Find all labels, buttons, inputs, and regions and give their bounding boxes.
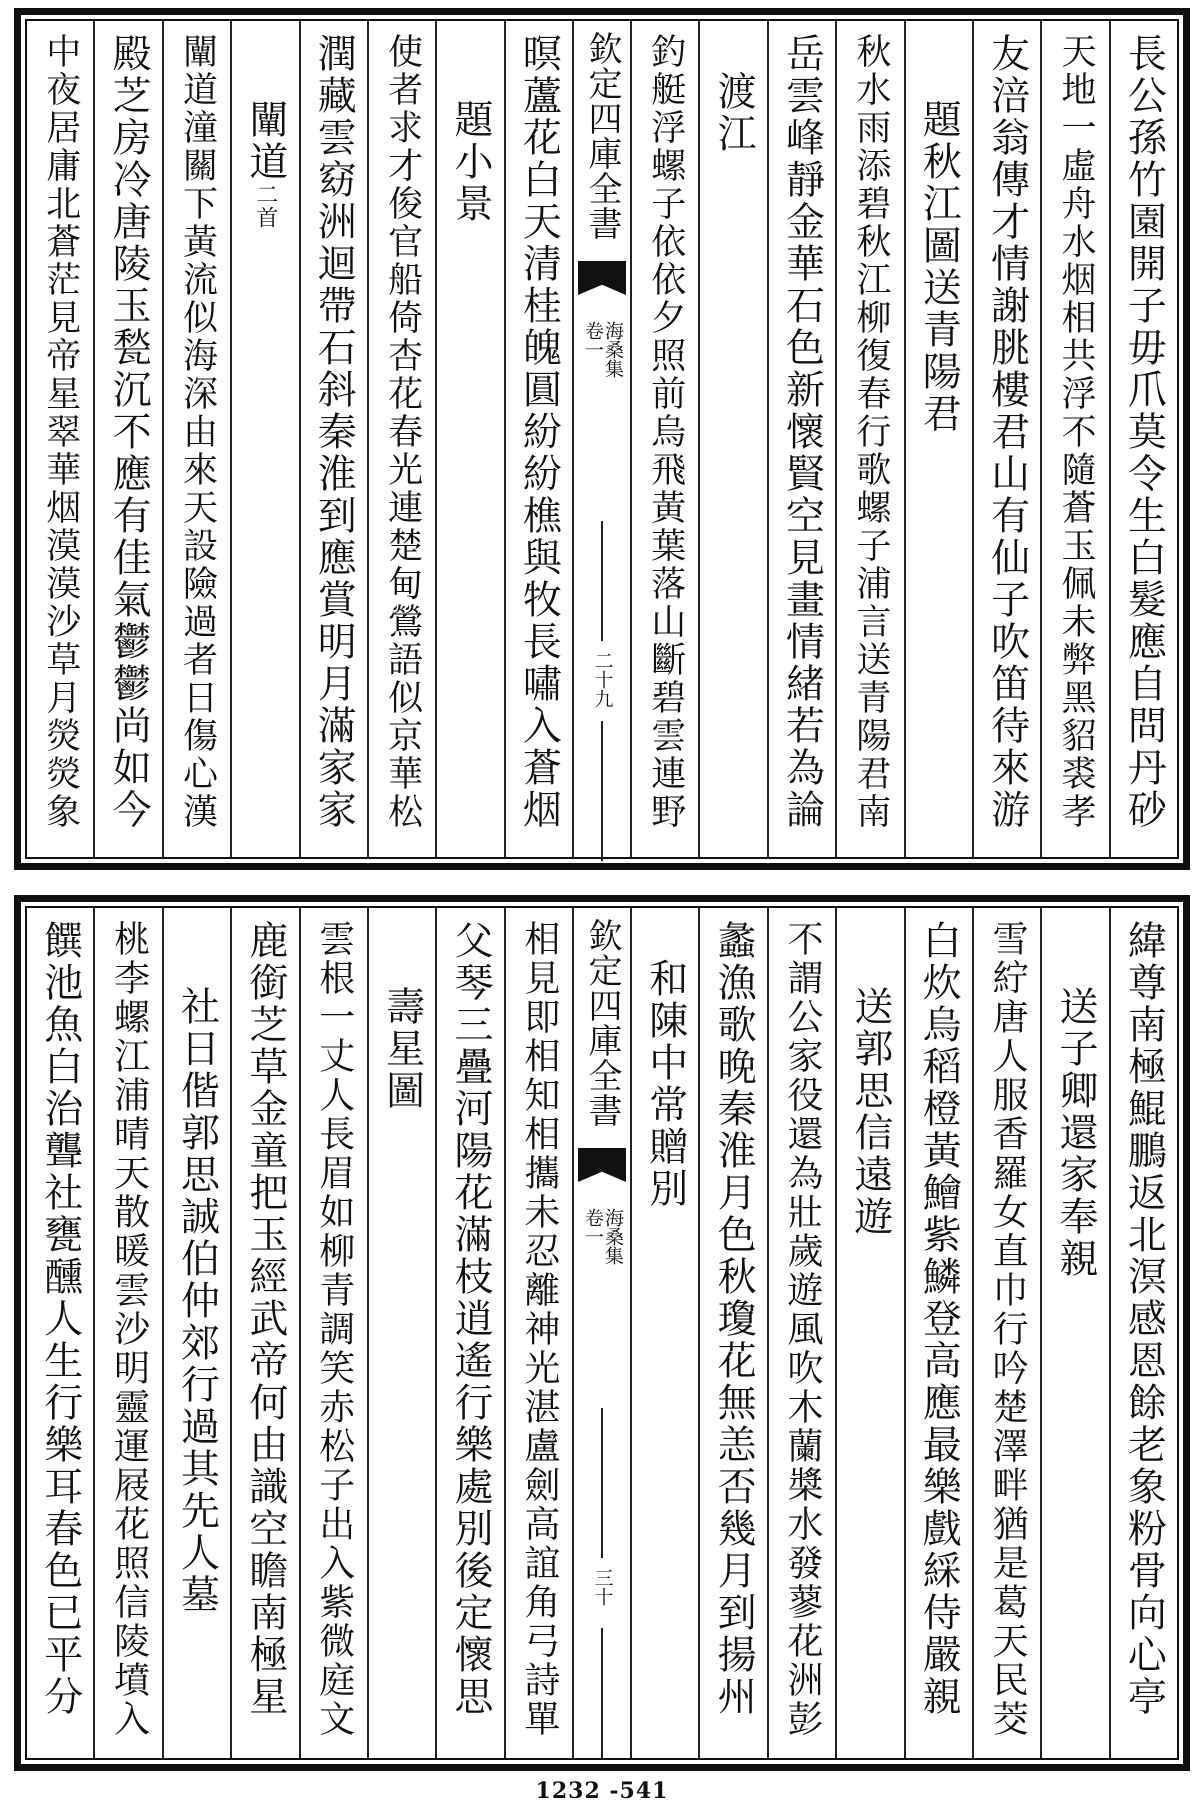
top-page-columns: [27, 21, 1177, 857]
column-text: 饌池魚白治聾社甕醺人生行樂耳春色已平分: [37, 920, 83, 1718]
collection-name: 海桑集: [601, 321, 624, 378]
book-title: 欽定四庫全書: [582, 31, 622, 241]
poem-title: 題秋江圖送青陽君: [916, 99, 962, 435]
column-text: 不謂公家役還為壯歲遊風吹木蘭槳水發蓼花洲彭: [781, 920, 823, 1739]
collection-label: [582, 1208, 622, 1265]
poem-title: 題小景: [447, 99, 493, 225]
column-text: 蠡漁歌晚秦淮月色秋瓊花無恙否幾月到揚州: [711, 920, 757, 1718]
poem-title-column: [835, 908, 903, 1758]
text-column: [93, 21, 161, 857]
poem-title-column: [230, 21, 298, 857]
top-page: [14, 8, 1190, 870]
fish-tail-mark: [578, 1148, 626, 1182]
poem-title: 和陳中常贈別: [642, 958, 688, 1210]
fold-rule: [601, 521, 603, 641]
text-column: [1109, 908, 1177, 1758]
text-column: [767, 21, 835, 857]
poem-title-column: [630, 908, 698, 1758]
text-column: [504, 908, 572, 1758]
poem-title-column: [162, 908, 230, 1758]
column-text: 緯尊南極鯤鵬返北溟感恩餘老象粉骨向心亭: [1121, 920, 1167, 1718]
fold-rule: [601, 1408, 603, 1558]
poem-title: 社日偕郭思誠伯仲郊行過其先人墓: [174, 986, 220, 1616]
bottom-page: [14, 895, 1190, 1771]
column-text: 使者求才俊官船倚杏花春光連楚甸鶯語似京華松: [382, 33, 423, 831]
text-column: [27, 908, 93, 1758]
text-column: [630, 21, 698, 857]
text-column: [1109, 21, 1177, 857]
text-column: [367, 21, 435, 857]
column-text: 釣艇浮螺子依依夕照前烏飛黃葉落山斷碧雲連野: [645, 33, 686, 831]
collection-label: [582, 321, 622, 378]
text-column: [162, 21, 230, 857]
poem-title-column: [1040, 908, 1108, 1758]
text-column: [299, 908, 367, 1758]
text-column: [904, 908, 972, 1758]
poem-title-text: 闡道: [242, 99, 288, 183]
column-text: 友涪翁傳才情謝朓樓君山有仙子吹笛待來游: [984, 33, 1030, 831]
poem-title: 渡江: [711, 71, 757, 155]
column-text: 闡道潼關下黃流似海深由來天設險過者日傷心漢: [177, 33, 218, 831]
column-text: 雲根一丈人長眉如柳青調笑赤松子出入紫微庭文: [313, 920, 355, 1739]
column-text: 雪紵唐人服香羅女直巾行吟楚澤畔猶是葛天民茭: [987, 920, 1029, 1739]
text-column: [299, 21, 367, 857]
text-column: [972, 908, 1040, 1758]
poem-title: [242, 99, 288, 229]
bottom-page-columns: [27, 908, 1177, 1758]
footer-page-code: 1232 -541: [535, 1778, 669, 1804]
volume-label: 卷一: [582, 1208, 604, 1246]
text-column: [435, 908, 503, 1758]
text-column: [230, 908, 298, 1758]
poem-title-note: 二首: [252, 183, 278, 229]
book-title: 欽定四庫全書: [582, 918, 622, 1128]
text-column: [93, 908, 161, 1758]
text-column: [27, 21, 93, 857]
column-text: 白炊烏稻橙黃鱠紫鱗登高應最樂戲綵侍嚴親: [916, 920, 962, 1718]
column-text: 潤藏雲窈洲迴帶石斜秦淮到應賞明月滿家家: [311, 33, 357, 831]
fold-rule: [601, 721, 603, 861]
column-text: 暝蘆花白天清桂魄圓紛紛樵與牧長嘯入蒼烟: [516, 33, 562, 831]
column-text: 桃李螺江浦晴天散暖雲沙明靈運屐花照信陵墳入: [108, 920, 150, 1739]
poem-title: 送子卿還家奉親: [1052, 986, 1098, 1280]
column-text: 相見即相知相攜未忍離神光湛盧劍高誼角弓詩單: [518, 920, 560, 1739]
text-column: [835, 21, 903, 857]
center-fold: [572, 21, 630, 857]
poem-title: 壽星圖: [379, 986, 425, 1112]
text-column: [767, 908, 835, 1758]
volume-label: 卷一: [582, 321, 604, 359]
column-text: 鹿銜芝草金童把玉經武帝何由識空瞻南極星: [242, 920, 288, 1718]
collection-name: 海桑集: [601, 1208, 624, 1265]
poem-title-column: [698, 21, 766, 857]
poem-title: 送郭思信遠遊: [847, 986, 893, 1238]
column-text: 天地一虛舟水烟相共浮不隨蒼玉佩未弊黑貂裘孝: [1055, 33, 1096, 831]
poem-title-column: [367, 908, 435, 1758]
text-column: [698, 908, 766, 1758]
page-number: 二十九: [591, 651, 614, 708]
column-text: 岳雲峰靜金華石色新懷賢空見畫情緒若為論: [779, 33, 825, 831]
poem-title-column: [904, 21, 972, 857]
text-column: [972, 21, 1040, 857]
text-column: [504, 21, 572, 857]
column-text: 父琴三疊河陽花滿枝逍遙行樂處別後定懷思: [447, 920, 493, 1718]
center-fold: [572, 908, 630, 1758]
column-text: 長公孫竹園開子毋爪莫令生白髮應自問丹砂: [1121, 33, 1167, 831]
fold-rule: [601, 1628, 603, 1758]
column-text: 殿芝房冷唐陵玉甃沉不應有佳氣鬱鬱尚如今: [106, 33, 152, 831]
fish-tail-mark: [578, 261, 626, 295]
column-text: 中夜居庸北蒼茫見帝星翠華烟漠漠沙草月熒熒象: [40, 33, 81, 831]
column-text: 秋水雨添碧秋江柳復春行歌螺子浦言送青陽君南: [850, 33, 891, 831]
page-number: 三十: [591, 1568, 614, 1606]
text-column: [1040, 21, 1108, 857]
poem-title-column: [435, 21, 503, 857]
